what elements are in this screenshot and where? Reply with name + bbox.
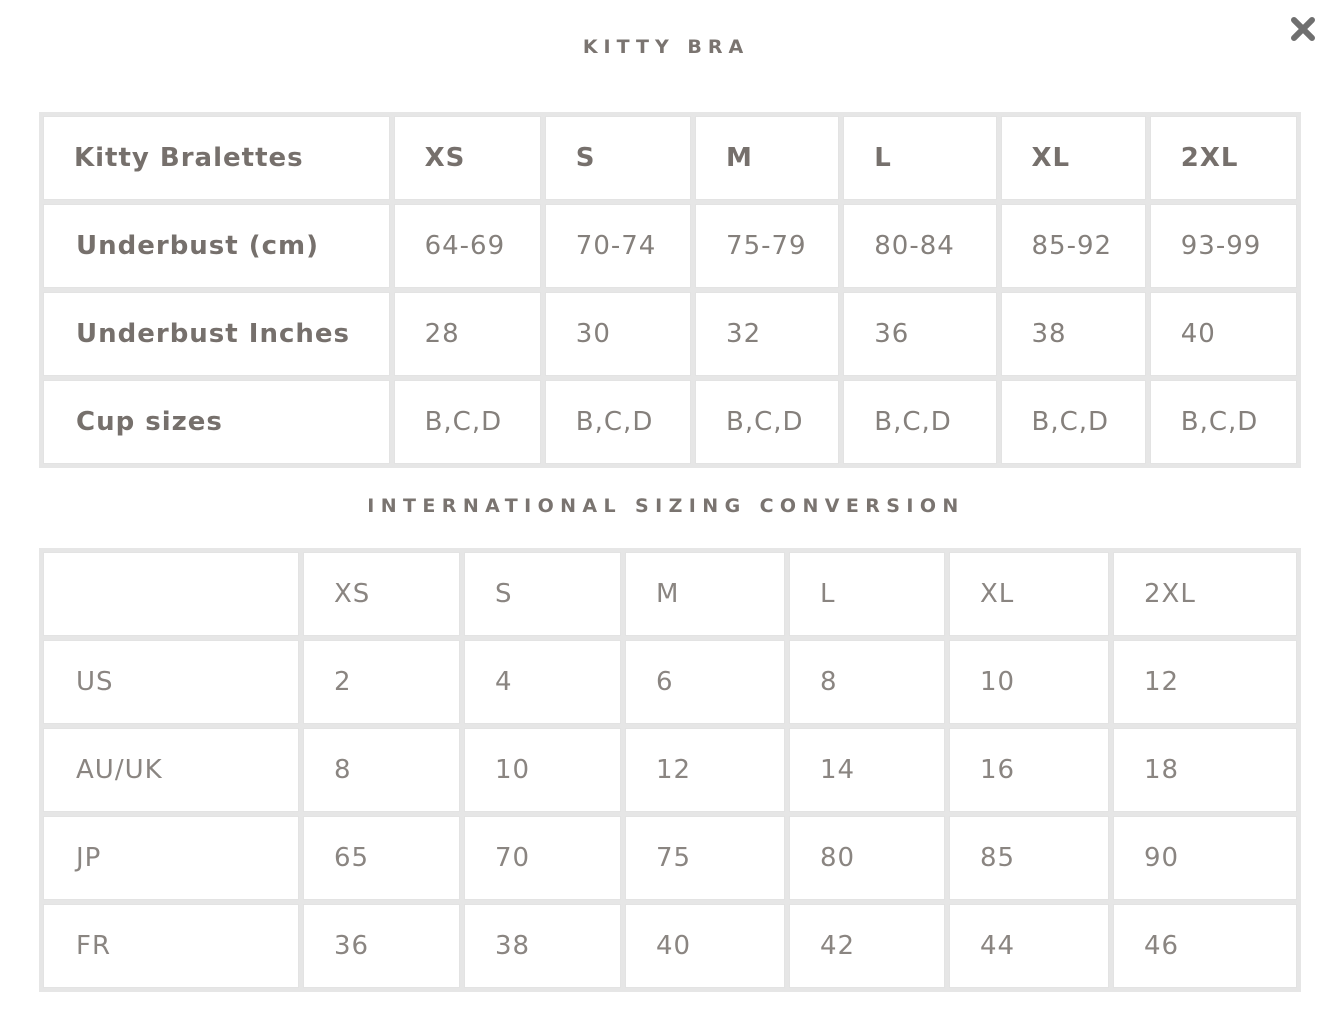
table-cell: 36 [843,292,996,376]
table-cell: 70 [464,816,621,900]
table-cell: 10 [464,728,621,812]
header-cell: XL [949,552,1109,636]
header-cell: L [843,116,996,200]
table-cell: B,C,D [545,380,691,464]
row-label: Underbust Inches [43,292,390,376]
header-cell: 2XL [1113,552,1297,636]
table-cell: 38 [1001,292,1146,376]
table-row [43,380,1297,464]
table-cell: 14 [789,728,945,812]
table-cell: 12 [625,728,785,812]
table-cell: 70-74 [545,204,691,288]
row-label: US [43,640,299,724]
international-sizing-table [39,548,1301,992]
table-cell: 93-99 [1150,204,1297,288]
table-cell: 2 [303,640,460,724]
table-cell: 85-92 [1001,204,1146,288]
table-cell: 30 [545,292,691,376]
header-cell: 2XL [1150,116,1297,200]
header-cell: M [695,116,839,200]
page-title: KITTY BRA [582,36,750,58]
table-cell: 75 [625,816,785,900]
header-cell [43,552,299,636]
row-label: JP [43,816,299,900]
table-cell: 12 [1113,640,1297,724]
header-cell: XS [394,116,541,200]
table-cell: 8 [789,640,945,724]
table-cell: 64-69 [394,204,541,288]
section-title: INTERNATIONAL SIZING CONVERSION [367,495,965,517]
table-header-row [43,552,1297,636]
table-cell: 40 [1150,292,1297,376]
table-row [43,204,1297,288]
table-cell: 38 [464,904,621,988]
table-cell: 42 [789,904,945,988]
table-cell: 80 [789,816,945,900]
row-label: Cup sizes [43,380,390,464]
table-cell: B,C,D [695,380,839,464]
table-cell: 65 [303,816,460,900]
table-cell: 46 [1113,904,1297,988]
kitty-size-table [39,112,1301,468]
header-cell: Kitty Bralettes [43,116,390,200]
row-label: AU/UK [43,728,299,812]
table-cell: 32 [695,292,839,376]
table-cell: 36 [303,904,460,988]
table-cell: 8 [303,728,460,812]
header-cell: L [789,552,945,636]
table-cell: 40 [625,904,785,988]
table-cell: B,C,D [1001,380,1146,464]
table-cell: B,C,D [394,380,541,464]
header-cell: XL [1001,116,1146,200]
table-cell: 6 [625,640,785,724]
header-cell: XS [303,552,460,636]
table-row [43,728,1297,812]
table-cell: 75-79 [695,204,839,288]
table-cell: 85 [949,816,1109,900]
table-row [43,904,1297,988]
table-cell: 44 [949,904,1109,988]
table-cell: B,C,D [843,380,996,464]
row-label: Underbust (cm) [43,204,390,288]
header-cell: S [464,552,621,636]
table-cell: 28 [394,292,541,376]
table-row [43,816,1297,900]
header-cell: M [625,552,785,636]
table-cell: 4 [464,640,621,724]
table-header-row [43,116,1297,200]
table-cell: 16 [949,728,1109,812]
table-cell: 90 [1113,816,1297,900]
table-cell: B,C,D [1150,380,1297,464]
table-row [43,292,1297,376]
table-cell: 80-84 [843,204,996,288]
header-cell: S [545,116,691,200]
table-cell: 18 [1113,728,1297,812]
table-row [43,640,1297,724]
table-cell: 10 [949,640,1109,724]
row-label: FR [43,904,299,988]
